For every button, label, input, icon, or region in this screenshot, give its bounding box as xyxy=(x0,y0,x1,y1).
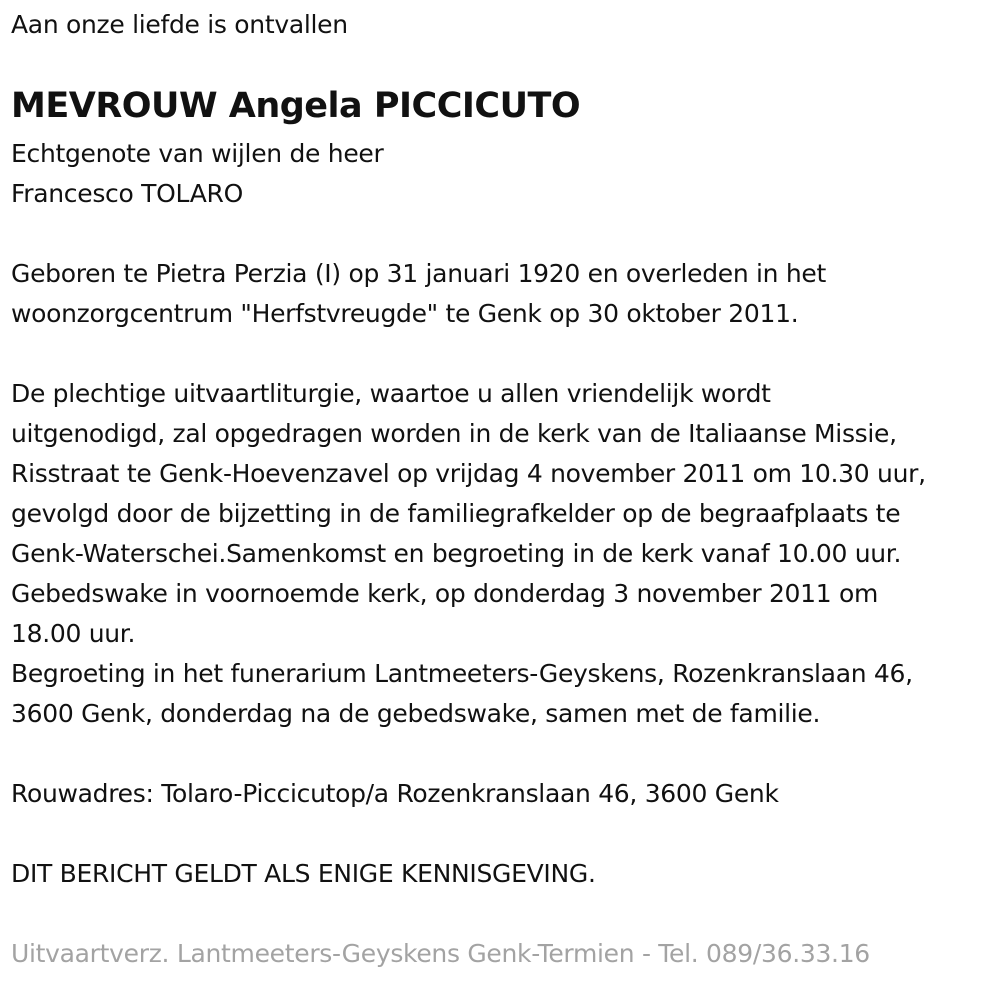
paragraph-line: Genk-Waterschei.Samenkomst en begroeting in de kerk vanaf 10.00 uur. xyxy=(11,539,902,568)
paragraph-line: gevolgd door de bijzetting in de familiegrafkelder op de begraafplaats te xyxy=(11,499,901,528)
intro-text: Aan onze liefde is ontvallen xyxy=(11,10,348,39)
paragraph-line: Begroeting in het funerarium Lantmeeters-Geyskens, Rozenkranslaan 46, xyxy=(11,659,913,688)
paragraph-line: 18.00 uur. xyxy=(11,619,136,648)
funeral-home-footer: Uitvaartverz. Lantmeeters-Geyskens Genk-Termien - Tel. 089/36.33.16 xyxy=(11,939,870,968)
deceased-name: MEVROUW Angela PICCICUTO xyxy=(11,86,581,126)
spouse-line: Echtgenote van wijlen de heer xyxy=(11,139,384,168)
spouse-line: Francesco TOLARO xyxy=(11,179,243,208)
mourning-address: Rouwadres: Tolaro-Piccicutop/a Rozenkranslaan 46, 3600 Genk xyxy=(11,779,779,808)
funeral-paragraph xyxy=(11,374,926,734)
paragraph-line: uitgenodigd, zal opgedragen worden in de kerk van de Italiaanse Missie, xyxy=(11,419,897,448)
paragraph-line: 3600 Genk, donderdag na de gebedswake, samen met de familie. xyxy=(11,699,821,728)
paragraph-line: woonzorgcentrum "Herfstvreugde" te Genk op 30 oktober 2011. xyxy=(11,299,799,328)
paragraph-line: Gebedswake in voornoemde kerk, op donderdag 3 november 2011 om xyxy=(11,579,879,608)
notice-statement: DIT BERICHT GELDT ALS ENIGE KENNISGEVING. xyxy=(11,859,596,888)
spouse-block xyxy=(11,134,383,214)
paragraph-line: De plechtige uitvaartliturgie, waartoe u allen vriendelijk wordt xyxy=(11,379,771,408)
birth-death-paragraph xyxy=(11,254,826,334)
paragraph-line: Geboren te Pietra Perzia (I) op 31 januari 1920 en overleden in het xyxy=(11,259,826,288)
paragraph-line: Risstraat te Genk-Hoevenzavel op vrijdag 4 november 2011 om 10.30 uur, xyxy=(11,459,926,488)
